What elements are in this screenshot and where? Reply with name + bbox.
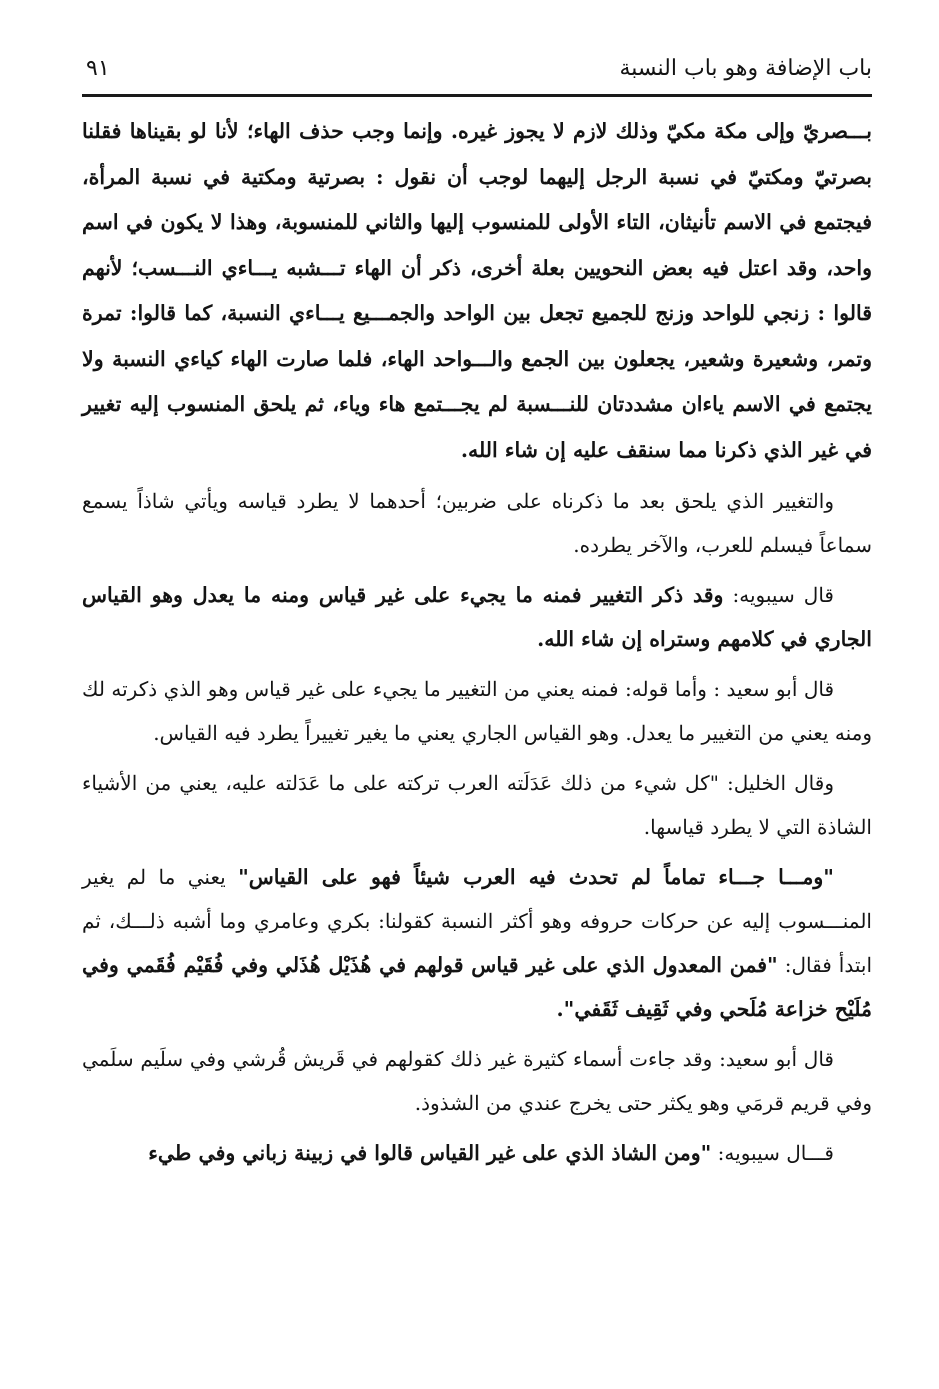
- paragraph-3-quote: وقد ذكر التغيير فمنه ما يجيء على غير قياس ومنه ما يعدل وهو القياس الجاري في كلامهم وستراه إن شاء الله.: [82, 583, 872, 651]
- paragraph-5-text: وقال الخليل: "كل شيء من ذلك عَدَلَته العرب تركته على ما عَدَلته عليه، يعني من الأشياء الشاذة التي لا يطرد قياسها.: [82, 771, 872, 839]
- book-page: [82, 52, 872, 1372]
- paragraph-8-quote: "ومن الشاذ الذي على غير القياس قالوا في زبينة زباني وفي طيء: [148, 1141, 712, 1165]
- paragraph-2: [82, 479, 872, 567]
- page-number: ٩١: [86, 56, 110, 81]
- paragraph-7-text: قال أبو سعيد: وقد جاءت أسماء كثيرة غير ذلك كقولهم في قَريش قُرشي وفي سلَيم سلَمي وفي قريم قرمَي وهو يكثر حتى يخرج عندي من الشذوذ.: [82, 1047, 872, 1115]
- paragraph-8: [82, 1131, 872, 1175]
- page-header: [82, 52, 872, 97]
- paragraph-4-text: قال أبو سعيد : وأما قوله: فمنه يعني من التغيير ما يجيء على غير قياس وهو الذي ذكرته لك ومنه يعني من التغيير ما يعدل. وهو القياس الجاري يعني ما يغير تغييراً يطرد فيه القياس.: [82, 677, 872, 745]
- paragraph-6-quote-2: "فمن المعدول الذي على غير قياس قولهم في هُذَيْل هُذَلي وفي فُقَيْم فُقَمي وفي مُلَيْح خزاعة مُلَحي وفي ثَقِيف ثَقَفي".: [82, 953, 872, 1021]
- paragraph-6-commentary: يعني ما لم يغير المنـــسوب إليه عن حركات حروفه وهو أكثر النسبة كقولنا: بكري وعامري وما أشبه ذلـــك، ثم ابتدأ فقال:: [82, 865, 873, 977]
- paragraph-1: [82, 109, 872, 473]
- paragraph-1-text: بـــصريّ وإلى مكة مكيّ وذلك لازم لا يجوز غيره. وإنما وجب حذف الهاء؛ لأنا لو بقيناها فقلنا بصرتيّ ومكتيّ في نسبة الرجل إليهما لوجب أن نقول : بصرتية ومكتية في نسبة المرأة، فيجتمع في الاسم تأنيثان، التاء الأولى للمنسوب إليها والثاني للمنسوبة، وهذا لا يكون في اسم واحد، وقد اعتل فيه بعض النحويين بعلة أخرى، ذكر أن الهاء تـــشبه يـــاءي النـــسب؛ لأنهم قالوا : زنجي للواحد وزنج للجميع تجعل بين الواحد والجمـــيع يـــاءي النسبة، كما قالوا: تمرة وتمر، وشعيرة وشعير، يجعلون بين الجمع والـــواحد الهاء، فلما صارت الهاء كياءي النسبة ولا يجتمع في الاسم ياءان مشددتان للنـــسبة لم يجـــتمع هاء وياء، ثم يلحق المنسوب إليه تغيير في غير الذي ذكرنا مما سنقف عليه إن شاء الله.: [82, 119, 872, 462]
- paragraph-4: [82, 667, 872, 755]
- paragraph-2-text: والتغيير الذي يلحق بعد ما ذكرناه على ضربين؛ أحدهما لا يطرد قياسه ويأتي شاذاً يسمع سماعاً فيسلم للعرب، والآخر يطرده.: [82, 489, 872, 557]
- paragraph-3-speaker: قال سيبويه:: [723, 583, 834, 607]
- paragraph-8-speaker: قـــال سيبويه:: [711, 1141, 834, 1165]
- paragraph-5: [82, 761, 872, 849]
- chapter-title: باب الإضافة وهو باب النسبة: [619, 56, 872, 81]
- paragraph-6: [82, 855, 872, 1031]
- paragraph-3: [82, 573, 872, 661]
- paragraph-7: [82, 1037, 872, 1125]
- paragraph-6-quote: "ومـــا جـــاء تماماً لم تحدث فيه العرب شيئاً فهو على القياس": [238, 865, 834, 889]
- page-body: [82, 109, 872, 1175]
